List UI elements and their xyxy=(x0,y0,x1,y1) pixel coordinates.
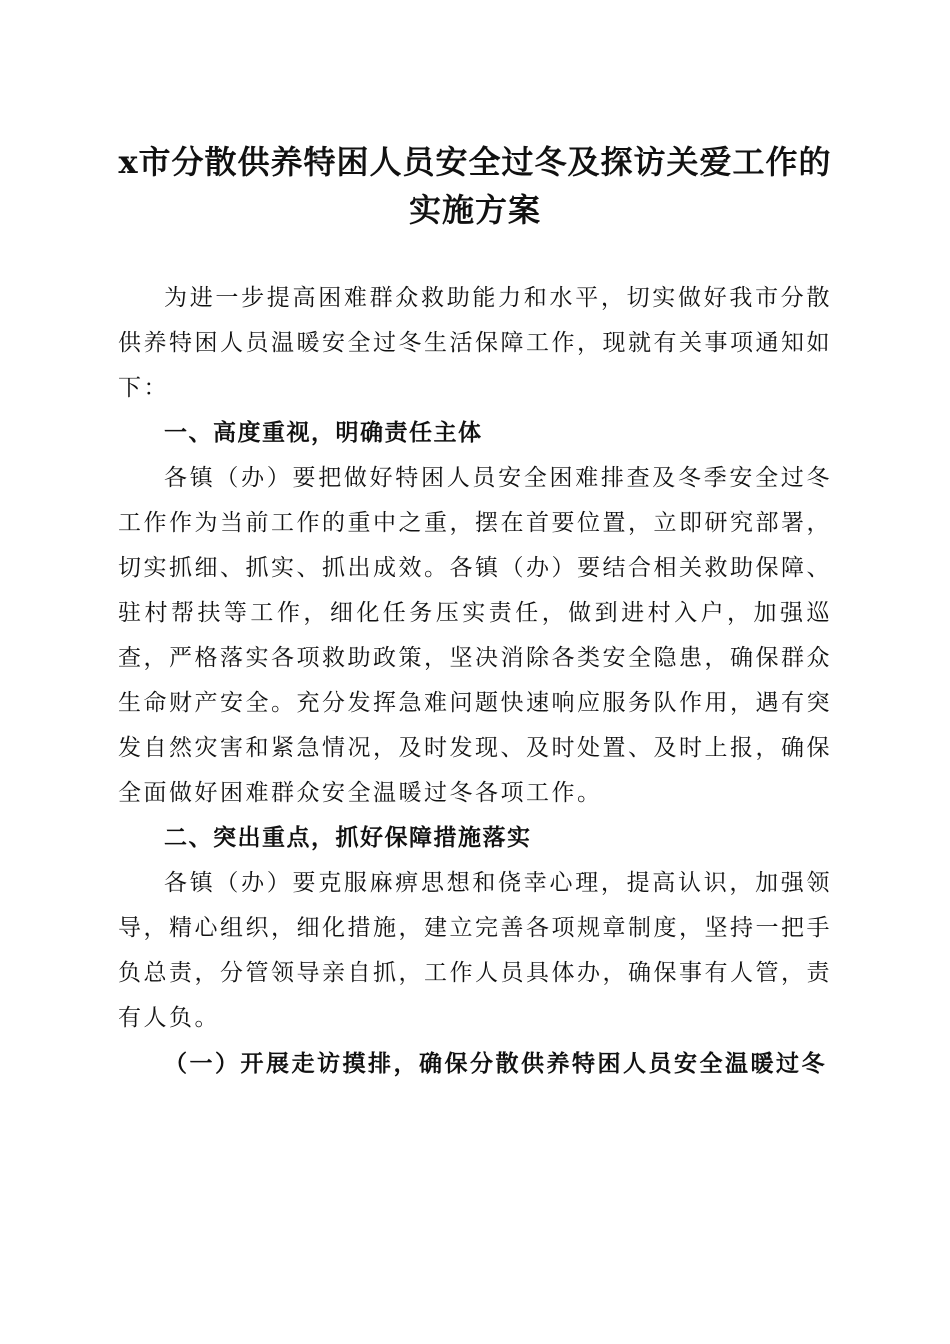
section-paragraph-1: 各镇（办）要把做好特困人员安全困难排查及冬季安全过冬工作作为当前工作的重中之重，摆在首要位置，立即研究部署，切实抓细、抓实、抓出成效。各镇（办）要结合相关救助保障、驻村帮扶等工作，细化任务压实责任，做到进村入户，加强巡查，严格落实各项救助政策，坚决消除各类安全隐患，确保群众生命财产安全。充分发挥急难问题快速响应服务队作用，遇有突发自然灾害和紧急情况，及时发现、及时处置、及时上报，确保全面做好困难群众安全温暖过冬各项工作。 xyxy=(118,465,832,806)
document-body xyxy=(118,276,832,1086)
section-heading-2: 二、突出重点，抓好保障措施落实 xyxy=(164,825,532,851)
subsection-heading-1: （一）开展走访摸排，确保分散供养特困人员安全温暖过冬 xyxy=(164,1050,827,1077)
section-heading-1: 一、高度重视，明确责任主体 xyxy=(164,420,483,446)
intro-paragraph: 为进一步提高困难群众救助能力和水平，切实做好我市分散供养特困人员温暖安全过冬生活保障工作，现就有关事项通知如下： xyxy=(118,285,832,401)
section-paragraph-2: 各镇（办）要克服麻痹思想和侥幸心理，提高认识，加强领导，精心组织，细化措施，建立完善各项规章制度，坚持一把手负总责，分管领导亲自抓，工作人员具体办，确保事有人管，责有人负。 xyxy=(118,870,832,1031)
document-title: x市分散供养特困人员安全过冬及探访关爱工作的实施方案 xyxy=(118,143,832,229)
